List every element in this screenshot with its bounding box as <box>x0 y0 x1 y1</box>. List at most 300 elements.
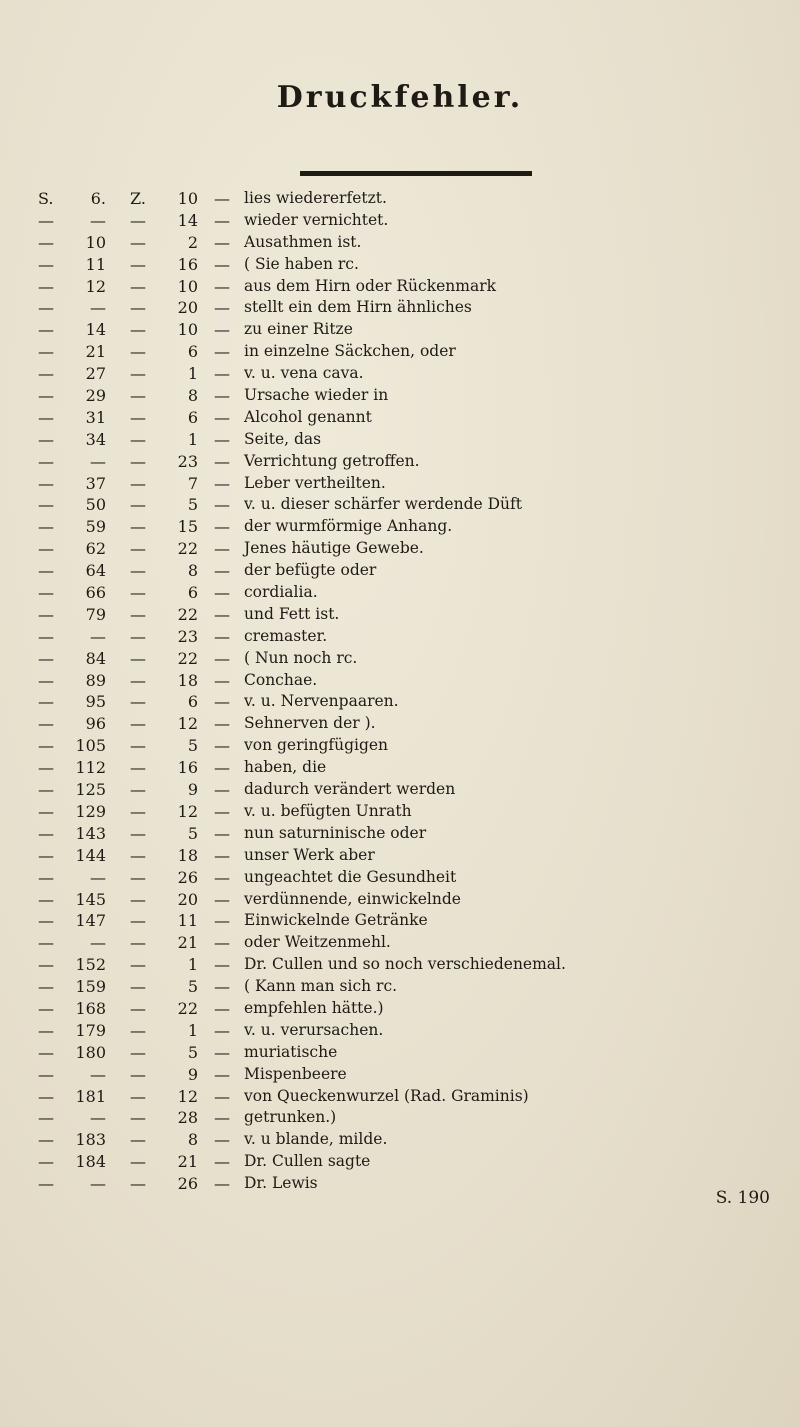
separator-dash: — <box>214 604 230 624</box>
line-number: 1 <box>187 364 198 384</box>
line-marker: — <box>130 561 146 581</box>
line-marker: — <box>130 429 146 449</box>
row-prefix: — <box>38 342 54 362</box>
page-number: 34 <box>85 429 106 449</box>
line-marker: — <box>130 210 146 230</box>
line-number: 1 <box>187 1020 198 1040</box>
errata-row <box>38 691 798 713</box>
row-prefix: — <box>38 495 54 515</box>
line-marker: — <box>130 539 146 559</box>
line-marker: — <box>130 320 146 340</box>
correction-text: dadurch verändert werden <box>244 780 456 799</box>
line-number: 22 <box>177 604 198 624</box>
line-marker: — <box>130 867 146 887</box>
line-number: 18 <box>177 845 198 865</box>
line-number: 28 <box>177 1108 198 1128</box>
line-marker: — <box>130 1042 146 1062</box>
line-number: 10 <box>177 320 198 340</box>
errata-row <box>38 254 798 276</box>
separator-dash: — <box>214 758 230 778</box>
page-title: Druckfehler. <box>276 80 524 115</box>
row-prefix: — <box>38 451 54 471</box>
line-number: 22 <box>177 998 198 1018</box>
separator-dash: — <box>214 561 230 581</box>
errata-row <box>38 297 798 319</box>
correction-text: Seite, das <box>244 429 322 448</box>
line-number: 20 <box>177 298 198 318</box>
correction-text: Alcohol genannt <box>244 407 372 426</box>
row-prefix: — <box>38 232 54 252</box>
correction-text: lies wiedererfetzt. <box>244 189 387 207</box>
line-number: 6 <box>187 583 198 603</box>
line-marker: — <box>130 933 146 953</box>
line-marker: — <box>130 736 146 756</box>
separator-dash: — <box>214 889 230 909</box>
errata-row <box>38 757 798 779</box>
line-marker: — <box>130 758 146 778</box>
row-prefix: — <box>38 429 54 449</box>
line-marker: — <box>130 626 146 646</box>
line-marker: — <box>130 648 146 668</box>
line-marker: — <box>130 407 146 427</box>
line-marker: — <box>130 1152 146 1172</box>
correction-text: Sehnerven der ). <box>244 714 376 733</box>
page-number: 6. <box>90 189 106 208</box>
separator-dash: — <box>214 342 230 362</box>
errata-row <box>38 232 798 254</box>
errata-row <box>38 188 798 210</box>
separator-dash: — <box>214 998 230 1018</box>
errata-row <box>38 670 798 692</box>
line-marker: — <box>130 977 146 997</box>
errata-row <box>38 560 798 582</box>
line-marker: — <box>130 495 146 515</box>
errata-row <box>38 407 798 429</box>
separator-dash: — <box>214 823 230 843</box>
row-prefix: — <box>38 736 54 756</box>
correction-text: wieder vernichtet. <box>244 210 389 229</box>
line-number: 10 <box>177 276 198 296</box>
page-number: 89 <box>85 670 106 690</box>
separator-dash: — <box>214 254 230 274</box>
page-number: 12 <box>85 276 106 296</box>
line-marker: — <box>130 1130 146 1150</box>
errata-row <box>38 429 798 451</box>
page-number: 31 <box>85 407 106 427</box>
line-marker: — <box>130 801 146 821</box>
correction-text: verdünnende, einwickelnde <box>244 889 461 908</box>
separator-dash: — <box>214 977 230 997</box>
row-prefix: — <box>38 298 54 318</box>
errata-row <box>38 451 798 473</box>
line-marker: — <box>130 232 146 252</box>
errata-row <box>38 779 798 801</box>
separator-dash: — <box>214 911 230 931</box>
errata-row <box>38 276 798 298</box>
line-marker: — <box>130 780 146 800</box>
row-prefix: — <box>38 714 54 734</box>
correction-text: muriatische <box>244 1042 338 1061</box>
line-marker: — <box>130 1064 146 1084</box>
line-marker: — <box>130 298 146 318</box>
errata-list <box>38 188 798 1195</box>
line-marker: — <box>130 364 146 384</box>
errata-row <box>38 713 798 735</box>
correction-text: aus dem Hirn oder Rückenmark <box>244 276 497 295</box>
separator-dash: — <box>214 670 230 690</box>
correction-text: in einzelne Säckchen, oder <box>244 342 456 361</box>
row-prefix: — <box>38 998 54 1018</box>
line-number: 6 <box>187 407 198 427</box>
separator-dash: — <box>214 933 230 953</box>
separator-dash: — <box>214 1108 230 1128</box>
line-number: 8 <box>187 386 198 406</box>
errata-row <box>38 341 798 363</box>
line-number: 26 <box>177 1174 198 1194</box>
correction-text: v. u. dieser schärfer werdende Düft <box>244 495 522 514</box>
page-number: 62 <box>85 539 106 559</box>
line-marker: — <box>130 823 146 843</box>
separator-dash: — <box>214 276 230 296</box>
row-prefix: — <box>38 561 54 581</box>
line-marker: — <box>130 692 146 712</box>
page-number: 64 <box>85 561 106 581</box>
line-number: 10 <box>177 189 198 208</box>
errata-row <box>38 626 798 648</box>
separator-dash: — <box>214 539 230 559</box>
page-number: 50 <box>85 495 106 515</box>
page-number: 183 <box>75 1130 106 1150</box>
line-number: 5 <box>187 1042 198 1062</box>
title-rule <box>300 171 532 176</box>
separator-dash: — <box>214 407 230 427</box>
errata-row <box>38 1129 798 1151</box>
errata-row <box>38 319 798 341</box>
line-number: 5 <box>187 823 198 843</box>
page-number: 143 <box>75 823 106 843</box>
separator-dash: — <box>214 955 230 975</box>
separator-dash: — <box>214 736 230 756</box>
row-prefix: — <box>38 320 54 340</box>
page-number: 152 <box>75 955 106 975</box>
separator-dash: — <box>214 801 230 821</box>
correction-text: der befügte oder <box>244 561 377 580</box>
errata-row <box>38 889 798 911</box>
page-number: — <box>90 210 106 230</box>
line-number: 22 <box>177 648 198 668</box>
separator-dash: — <box>214 1152 230 1172</box>
correction-text: v. u. vena cava. <box>244 364 364 383</box>
line-marker: — <box>130 889 146 909</box>
errata-row <box>38 1064 798 1086</box>
row-prefix: — <box>38 1152 54 1172</box>
row-prefix: — <box>38 1174 54 1194</box>
correction-text: stellt ein dem Hirn ähnliches <box>244 298 472 317</box>
line-marker: — <box>130 386 146 406</box>
page-number: 95 <box>85 692 106 712</box>
separator-dash: — <box>214 845 230 865</box>
page-number: 29 <box>85 386 106 406</box>
row-prefix: — <box>38 473 54 493</box>
page-number: 10 <box>85 232 106 252</box>
errata-row <box>38 604 798 626</box>
line-number: 21 <box>177 933 198 953</box>
separator-dash: — <box>214 429 230 449</box>
row-prefix: — <box>38 407 54 427</box>
separator-dash: — <box>214 232 230 252</box>
page-number: 181 <box>75 1086 106 1106</box>
correction-text: Verrichtung getroffen. <box>244 451 420 470</box>
separator-dash: — <box>214 780 230 800</box>
line-number: 16 <box>177 254 198 274</box>
separator-dash: — <box>214 1130 230 1150</box>
correction-text: Dr. Lewis <box>244 1174 318 1193</box>
row-prefix: — <box>38 1108 54 1128</box>
separator-dash: — <box>214 626 230 646</box>
correction-text: Conchae. <box>244 670 318 689</box>
page-number: — <box>90 933 106 953</box>
errata-row <box>38 648 798 670</box>
separator-dash: — <box>214 451 230 471</box>
page-number: 168 <box>75 998 106 1018</box>
page-number: 96 <box>85 714 106 734</box>
line-marker: — <box>130 473 146 493</box>
correction-text: der wurmförmige Anhang. <box>244 517 453 536</box>
correction-text: cremaster. <box>244 626 328 645</box>
row-prefix: — <box>38 1042 54 1062</box>
line-marker: — <box>130 604 146 624</box>
correction-text: Leber vertheilten. <box>244 473 386 492</box>
errata-row <box>38 954 798 976</box>
page-number: 147 <box>75 911 106 931</box>
row-prefix: — <box>38 364 54 384</box>
page-number: — <box>90 298 106 318</box>
correction-text: von geringfügigen <box>244 736 389 755</box>
catchword: S. 190 <box>715 1188 770 1208</box>
row-prefix: — <box>38 758 54 778</box>
separator-dash: — <box>214 1086 230 1106</box>
row-prefix: — <box>38 780 54 800</box>
line-marker: Z. <box>130 189 146 208</box>
correction-text: cordialia. <box>244 583 318 602</box>
correction-text: Einwickelnde Getränke <box>244 911 428 930</box>
row-prefix: — <box>38 604 54 624</box>
line-number: 9 <box>187 780 198 800</box>
correction-text: zu einer Ritze <box>244 320 353 339</box>
row-prefix: — <box>38 1020 54 1040</box>
row-prefix: — <box>38 583 54 603</box>
errata-row <box>38 516 798 538</box>
row-prefix: — <box>38 867 54 887</box>
line-number: 12 <box>177 1086 198 1106</box>
page-number: 159 <box>75 977 106 997</box>
row-prefix: — <box>38 1064 54 1084</box>
row-prefix: — <box>38 955 54 975</box>
line-marker: — <box>130 998 146 1018</box>
errata-row <box>38 735 798 757</box>
page-number: 184 <box>75 1152 106 1172</box>
correction-text: Dr. Cullen sagte <box>244 1152 371 1171</box>
correction-text: unser Werk aber <box>244 845 375 864</box>
line-number: 1 <box>187 955 198 975</box>
line-number: 22 <box>177 539 198 559</box>
page-number: 14 <box>85 320 106 340</box>
page-number: 79 <box>85 604 106 624</box>
line-number: 1 <box>187 429 198 449</box>
correction-text: ( Sie haben rc. <box>244 254 359 273</box>
separator-dash: — <box>214 648 230 668</box>
row-prefix: — <box>38 845 54 865</box>
row-prefix: — <box>38 626 54 646</box>
page-number: 129 <box>75 801 106 821</box>
line-marker: — <box>130 1020 146 1040</box>
correction-text: v. u. Nervenpaaren. <box>244 692 399 711</box>
separator-dash: — <box>214 298 230 318</box>
row-prefix: — <box>38 1086 54 1106</box>
line-marker: — <box>130 517 146 537</box>
page-number: 27 <box>85 364 106 384</box>
page-number: — <box>90 451 106 471</box>
page-number: 21 <box>85 342 106 362</box>
line-number: 15 <box>177 517 198 537</box>
line-number: 12 <box>177 714 198 734</box>
errata-row <box>38 823 798 845</box>
separator-dash: — <box>214 692 230 712</box>
row-prefix: — <box>38 911 54 931</box>
line-number: 6 <box>187 692 198 712</box>
errata-row <box>38 582 798 604</box>
separator-dash: — <box>214 320 230 340</box>
page-number: 59 <box>85 517 106 537</box>
page-number: — <box>90 1108 106 1128</box>
separator-dash: — <box>214 1042 230 1062</box>
line-marker: — <box>130 1174 146 1194</box>
separator-dash: — <box>214 1174 230 1194</box>
line-marker: — <box>130 1108 146 1128</box>
page-number: 112 <box>75 758 106 778</box>
row-prefix: — <box>38 386 54 406</box>
correction-text: haben, die <box>244 758 327 777</box>
row-prefix: — <box>38 670 54 690</box>
separator-dash: — <box>214 1064 230 1084</box>
errata-row <box>38 932 798 954</box>
separator-dash: — <box>214 583 230 603</box>
line-marker: — <box>130 845 146 865</box>
errata-row <box>38 998 798 1020</box>
line-number: 5 <box>187 736 198 756</box>
page-number: 179 <box>75 1020 106 1040</box>
errata-row <box>38 494 798 516</box>
correction-text: getrunken.) <box>244 1108 337 1127</box>
correction-text: und Fett ist. <box>244 604 340 623</box>
line-marker: — <box>130 342 146 362</box>
line-number: 7 <box>187 473 198 493</box>
line-number: 23 <box>177 626 198 646</box>
row-prefix: — <box>38 254 54 274</box>
separator-dash: — <box>214 867 230 887</box>
correction-text: empfehlen hätte.) <box>244 998 384 1017</box>
correction-text: nun saturninische oder <box>244 823 427 842</box>
line-marker: — <box>130 583 146 603</box>
line-marker: — <box>130 254 146 274</box>
row-prefix: — <box>38 889 54 909</box>
correction-text: v. u. befügten Unrath <box>244 801 412 820</box>
row-prefix: — <box>38 1130 54 1150</box>
line-marker: — <box>130 714 146 734</box>
errata-row <box>38 1020 798 1042</box>
errata-row <box>38 363 798 385</box>
correction-text: v. u blande, milde. <box>244 1130 388 1149</box>
row-prefix: — <box>38 801 54 821</box>
page-number: 11 <box>85 254 106 274</box>
separator-dash: — <box>214 495 230 515</box>
line-number: 14 <box>177 210 198 230</box>
errata-row <box>38 801 798 823</box>
line-number: 5 <box>187 977 198 997</box>
errata-row <box>38 385 798 407</box>
correction-text: Dr. Cullen und so noch verschiedenemal. <box>244 955 566 974</box>
page-number: 105 <box>75 736 106 756</box>
page-number: 180 <box>75 1042 106 1062</box>
page-number: — <box>90 1174 106 1194</box>
separator-dash: — <box>214 210 230 230</box>
separator-dash: — <box>214 517 230 537</box>
errata-row <box>38 1151 798 1173</box>
errata-row <box>38 210 798 232</box>
line-number: 20 <box>177 889 198 909</box>
row-prefix: — <box>38 539 54 559</box>
line-number: 12 <box>177 801 198 821</box>
line-number: 9 <box>187 1064 198 1084</box>
page-number: 66 <box>85 583 106 603</box>
separator-dash: — <box>214 364 230 384</box>
correction-text: oder Weitzenmehl. <box>244 933 391 952</box>
page-number: 144 <box>75 845 106 865</box>
errata-row <box>38 845 798 867</box>
row-prefix: — <box>38 692 54 712</box>
errata-row <box>38 1042 798 1064</box>
row-prefix: — <box>38 276 54 296</box>
separator-dash: — <box>214 1020 230 1040</box>
page-number: — <box>90 1064 106 1084</box>
line-number: 8 <box>187 1130 198 1150</box>
line-marker: — <box>130 451 146 471</box>
row-prefix: — <box>38 210 54 230</box>
line-number: 11 <box>177 911 198 931</box>
page-number: — <box>90 867 106 887</box>
correction-text: ungeachtet die Gesundheit <box>244 867 457 886</box>
errata-row <box>38 538 798 560</box>
errata-row <box>38 910 798 932</box>
correction-text: ( Kann man sich rc. <box>244 977 398 996</box>
page-number: 145 <box>75 889 106 909</box>
line-number: 6 <box>187 342 198 362</box>
line-marker: — <box>130 276 146 296</box>
row-prefix: — <box>38 648 54 668</box>
row-prefix: S. <box>38 189 54 208</box>
row-prefix: — <box>38 517 54 537</box>
row-prefix: — <box>38 823 54 843</box>
line-number: 5 <box>187 495 198 515</box>
page-number: 125 <box>75 780 106 800</box>
line-marker: — <box>130 1086 146 1106</box>
row-prefix: — <box>38 977 54 997</box>
page-number: 37 <box>85 473 106 493</box>
line-marker: — <box>130 955 146 975</box>
correction-text: von Queckenwurzel (Rad. Graminis) <box>244 1086 529 1105</box>
errata-row <box>38 473 798 495</box>
correction-text: Ursache wieder in <box>244 386 389 405</box>
